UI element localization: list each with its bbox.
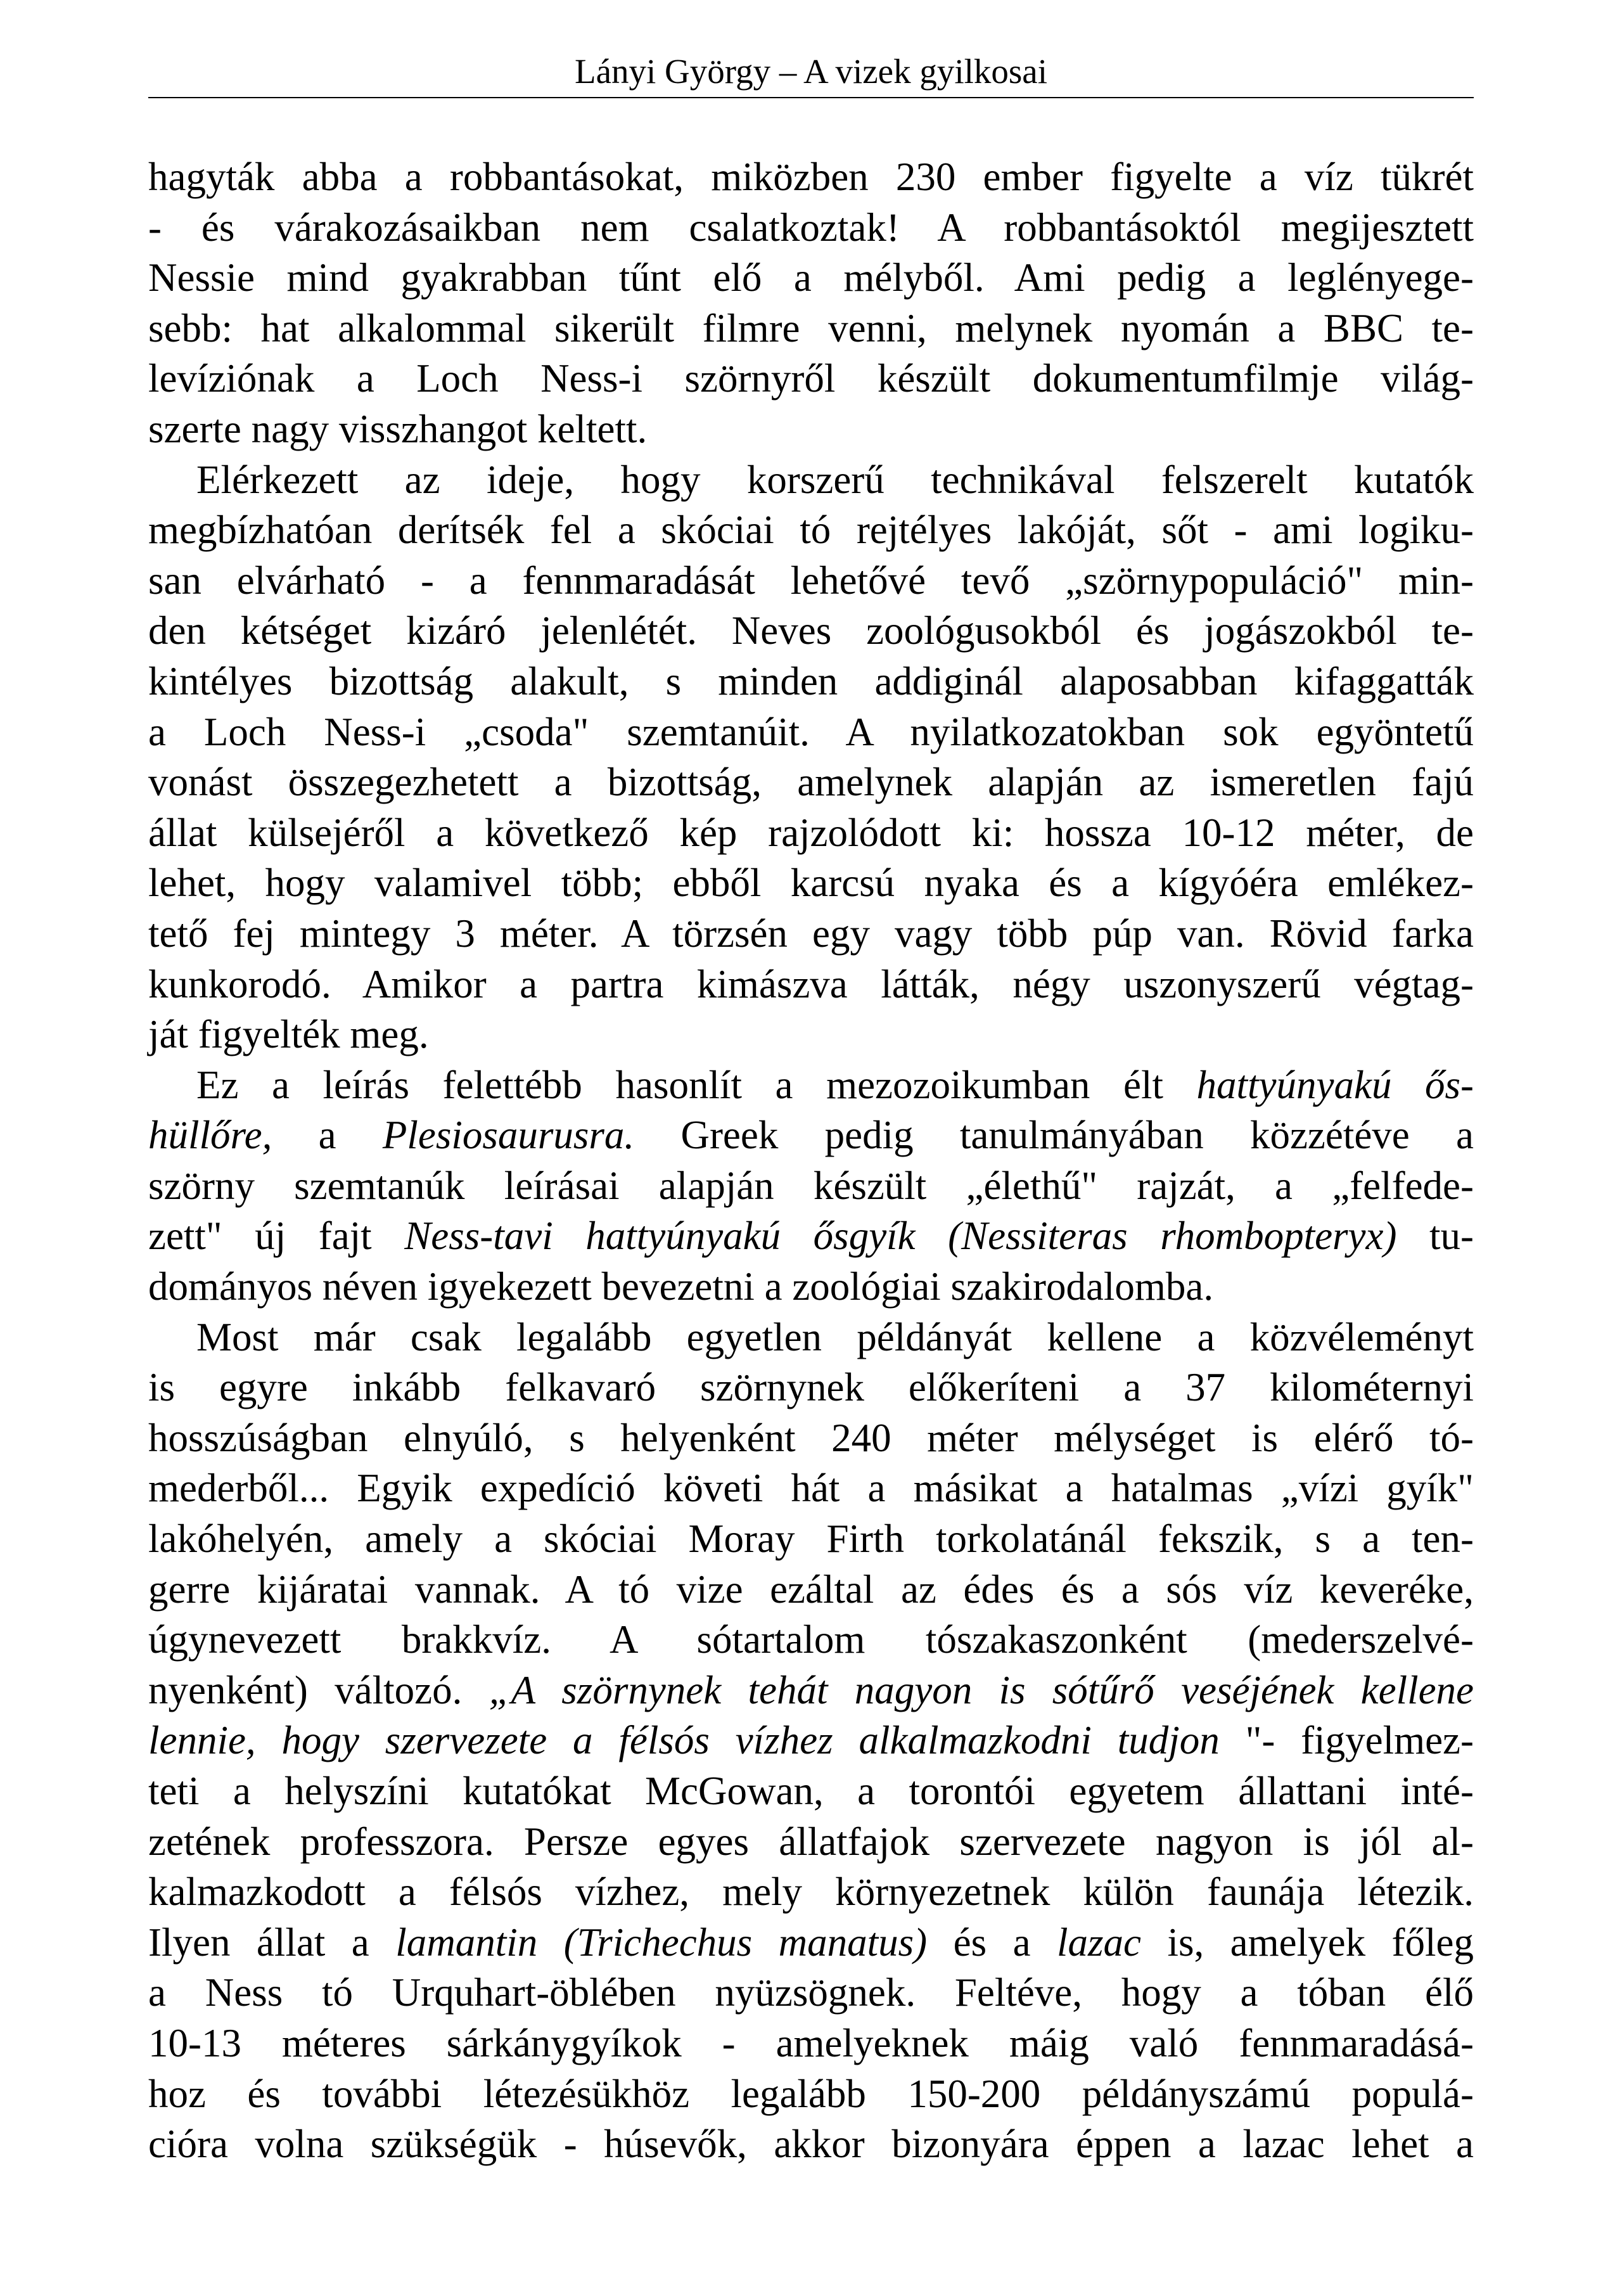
text-line (148, 2069, 1474, 2120)
text-run: a Ness tó Urquhart-öblében nyüzsögnek. Feltéve, hogy a tóban élő (148, 1970, 1474, 2015)
text-run: Greek pedig tanulmányában közzétéve a (634, 1113, 1474, 1158)
text-run: is egyre inkább felkavaró szörnynek előkeríteni a 37 kilométernyi (148, 1365, 1474, 1410)
text-run: 10-13 méteres sárkánygyíkok - amelyeknek máig való fennmaradásá- (148, 2020, 1474, 2065)
text-line (148, 757, 1474, 808)
text-run: zetének professzora. Persze egyes állatfajok szervezete nagyon is jól al- (148, 1819, 1474, 1864)
text-run: mederből... Egyik expedíció követi hát a másikat a hatalmas „vízi gyík" (148, 1466, 1474, 1511)
italic-text: lazac (1057, 1920, 1141, 1965)
text-line (148, 1463, 1474, 1514)
text-run: kintélyes bizottság alakult, s minden addiginál alaposabban kifaggatták (148, 658, 1474, 703)
header-divider (148, 97, 1474, 98)
text-line (148, 253, 1474, 304)
text-run: levíziónak a Loch Ness-i szörnyről készült dokumentumfilmje világ- (148, 356, 1474, 401)
text-line (148, 1211, 1474, 1262)
text-line (148, 1312, 1474, 1363)
text-run: Most már csak legalább egyetlen példányát kellene a közvéleményt (196, 1314, 1474, 1359)
text-line (148, 1413, 1474, 1464)
text-run: sebb: hat alkalommal sikerült filmre venni, melynek nyomán a BBC te- (148, 305, 1474, 350)
text-line (148, 1716, 1474, 1766)
text-line (148, 808, 1474, 859)
text-line (148, 1010, 1474, 1060)
text-line (148, 1110, 1474, 1161)
text-run: gerre kijáratai vannak. A tó vize ezáltal az édes és a sós víz keveréke, (148, 1567, 1474, 1612)
text-run: tető fej mintegy 3 méter. A törzsén egy vagy több púp van. Rövid farka (148, 911, 1474, 956)
text-run: megbízhatóan derítsék fel a skóciai tó rejtélyes lakóját, sőt - ami logiku- (148, 508, 1474, 553)
text-line (148, 2018, 1474, 2069)
text-line (148, 606, 1474, 657)
text-run: Ez a leírás felettébb hasonlít a mezozoikumban élt (196, 1062, 1197, 1107)
text-run: kalmazkodott a félsós vízhez, mely környezetnek külön faunája létezik. (148, 1870, 1474, 1914)
italic-text: Ness-tavi hattyúnyakú ősgyík (Nessiteras rhombopteryx) (404, 1214, 1397, 1259)
italic-text: lennie, hogy szervezete a félsós vízhez alkalmazkodni tudjon (148, 1718, 1220, 1763)
text-line (148, 455, 1474, 506)
text-run: kunkorodó. Amikor a partra kimászva látták, négy uszonyszerű végtag- (148, 961, 1474, 1006)
text-run: és a (927, 1920, 1057, 1965)
text-run: vonást összegezhetett a bizottság, amelynek alapján az ismeretlen fajú (148, 760, 1474, 805)
italic-text: hattyúnyakú ős- (1196, 1062, 1474, 1107)
text-line (148, 909, 1474, 959)
text-line (148, 1968, 1474, 2018)
text-run: "- figyelmez- (1219, 1718, 1474, 1763)
text-run: lakóhelyén, amely a skóciai Moray Firth torkolatánál fekszik, s a ten- (148, 1517, 1474, 1562)
text-line (148, 1918, 1474, 1968)
italic-text: Plesiosaurusra. (382, 1113, 635, 1158)
text-run: a (272, 1113, 383, 1158)
text-run: is, amelyek főleg (1140, 1920, 1474, 1965)
text-line (148, 1262, 1474, 1312)
text-line (148, 1665, 1474, 1716)
text-run: tu- (1396, 1214, 1474, 1259)
text-run: Nessie mind gyakrabban tűnt elő a mélyből. Ami pedig a leglényege- (148, 255, 1474, 300)
running-header: Lányi György – A vizek gyilkosai (575, 52, 1047, 91)
text-run: nyenként) változó. (148, 1667, 489, 1712)
text-line (148, 505, 1474, 556)
text-run: Ilyen állat a (148, 1920, 396, 1965)
text-line (148, 1565, 1474, 1615)
text-line (148, 152, 1474, 203)
text-line (148, 1060, 1474, 1111)
text-line (148, 354, 1474, 404)
text-run: szerte nagy visszhangot keltett. (148, 406, 648, 451)
text-run: san elvárható - a fennmaradását lehetővé tevő „szörnypopuláció" min- (148, 558, 1474, 603)
text-run: - és várakozásaikban nem csalatkoztak! A robbantásoktól megijesztett (148, 205, 1474, 250)
text-run: úgynevezett brakkvíz. A sótartalom tószakaszonként (mederszelvé- (148, 1617, 1474, 1662)
text-line (148, 1161, 1474, 1212)
text-line (148, 1363, 1474, 1413)
italic-text: lamantin (Trichechus manatus) (395, 1920, 928, 1965)
text-run: ját figyelték meg. (148, 1012, 429, 1057)
text-line (148, 1766, 1474, 1817)
text-run: állat külsejéről a következő kép rajzolódott ki: hossza 10-12 méter, de (148, 810, 1474, 855)
text-line (148, 404, 1474, 455)
text-line (148, 657, 1474, 707)
text-run: zett" új fajt (148, 1214, 405, 1259)
text-run: Elérkezett az ideje, hogy korszerű technikával felszerelt kutatók (196, 457, 1474, 502)
text-line (148, 858, 1474, 909)
text-run: hagyták abba a robbantásokat, miközben 230 ember figyelte a víz tükrét (148, 155, 1474, 199)
text-run: hosszúságban elnyúló, s helyenként 240 méter mélységet is elérő tó- (148, 1415, 1474, 1460)
text-run: cióra volna szükségük - húsevők, akkor bizonyára éppen a lazac lehet a (148, 2122, 1474, 2167)
text-run: den kétséget kizáró jelenlétét. Neves zoológusokból és jogászokból te- (148, 608, 1474, 653)
text-line (148, 707, 1474, 758)
italic-text: hüllőre, (148, 1113, 272, 1158)
text-run: lehet, hogy valamivel több; ebből karcsú nyaka és a kígyóéra emlékez- (148, 861, 1474, 906)
text-run: dományos néven igyekezett bevezetni a zoológiai szakirodalomba. (148, 1264, 1214, 1309)
text-run: szörny szemtanúk leírásai alapján készült „élethű" rajzát, a „felfede- (148, 1163, 1474, 1208)
text-line (148, 2119, 1474, 2170)
text-run: a Loch Ness-i „csoda" szemtanúit. A nyilatkozatokban sok egyöntetű (148, 709, 1474, 754)
text-run: hoz és további létezésükhöz legalább 150-200 példányszámú populá- (148, 2071, 1474, 2116)
text-line (148, 203, 1474, 253)
italic-text: „A szörnynek tehát nagyon is sótűrő veséjének kellene (489, 1667, 1474, 1712)
text-run: teti a helyszíni kutatókat McGowan, a torontói egyetem állattani inté- (148, 1769, 1474, 1813)
text-line (148, 1615, 1474, 1665)
text-line (148, 304, 1474, 354)
text-line (148, 1817, 1474, 1868)
body-text (148, 152, 1474, 2170)
text-line (148, 556, 1474, 606)
text-line (148, 1867, 1474, 1918)
text-line (148, 959, 1474, 1010)
text-line (148, 1514, 1474, 1565)
